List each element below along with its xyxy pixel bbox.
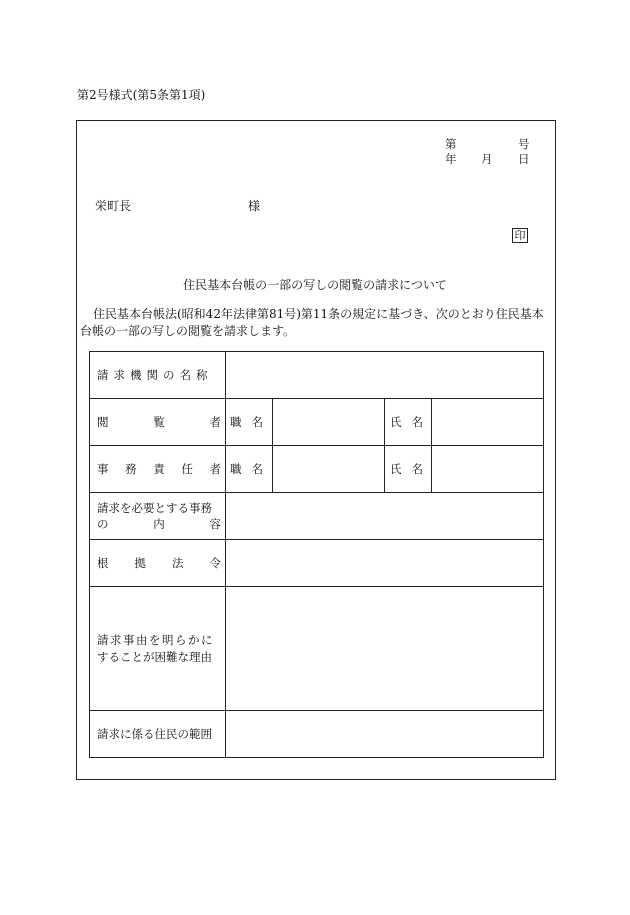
viewer-post-field[interactable] [273,399,383,445]
date-day: 日 [518,152,530,166]
affair-content-label: 請求を必要とする事務 の 内 容 [97,501,221,531]
spread-label: 根 拠 法 令 [97,556,221,570]
request-table [89,351,544,758]
person-in-charge-post-field[interactable] [273,446,383,492]
form-number: 第2号様式(第5条第1項) [77,88,206,102]
legal-basis-field[interactable] [226,540,544,586]
viewer-label [97,399,221,445]
number-suffix: 号 [518,137,530,151]
addressee-name: 栄町長 [95,199,132,213]
viewer-name-label: 氏名 [390,415,433,429]
difficulty-reason-label: 請求事由を明らかに することが困難な理由 [97,632,214,664]
document-title: 住民基本台帳の一部の写しの閲覧の請求について [183,278,447,292]
requesting-agency-label: 請求機関の名称 [97,368,213,382]
spread-label: 事 務 責 任 者 [97,462,221,476]
viewer-post-label: 職名 [230,415,273,429]
affair-content-field[interactable] [226,493,544,539]
viewer-name-field[interactable] [432,399,544,445]
resident-scope-field[interactable] [226,711,544,757]
seal-box: 印 [512,228,528,243]
person-in-charge-label [97,446,221,492]
spread-label: 閲 覧 者 [97,415,221,429]
resident-scope-label: 請求に係る住民の範囲 [97,727,212,741]
legal-basis-label [97,540,221,586]
addressee-honorific: 様 [248,199,261,213]
request-statement: 住民基本台帳法(昭和42年法律第81号)第11条の規定に基づき、次のとおり住民基本台帳の一部の写しの閲覧を請求します。 [80,307,544,338]
requesting-agency-field[interactable] [226,352,544,398]
spread-label: の 内 容 [97,517,221,531]
person-in-charge-name-field[interactable] [432,446,544,492]
difficulty-reason-field[interactable] [226,587,544,710]
date-month: 月 [481,152,493,166]
person-in-charge-post-label: 職名 [230,462,273,476]
number-prefix: 第 [445,137,457,151]
date-year: 年 [445,152,457,166]
person-in-charge-name-label: 氏名 [390,462,433,476]
